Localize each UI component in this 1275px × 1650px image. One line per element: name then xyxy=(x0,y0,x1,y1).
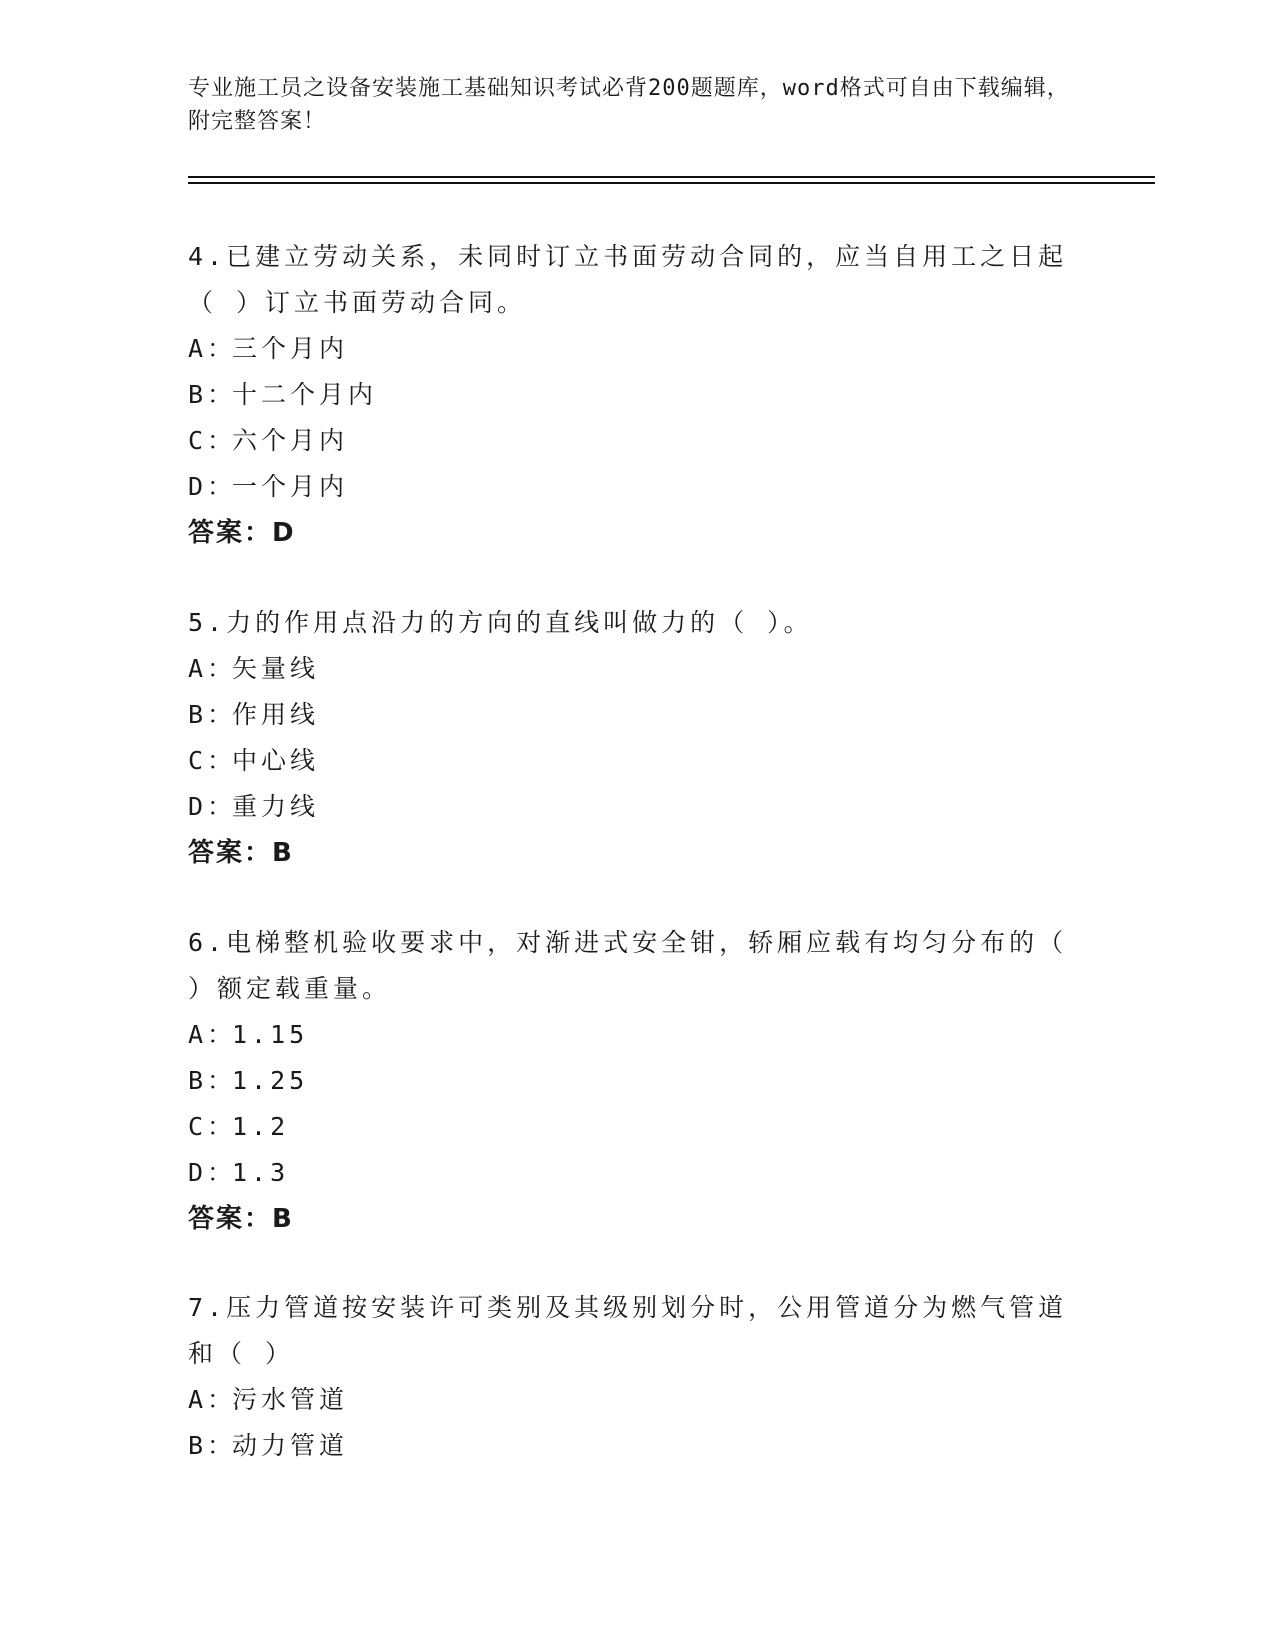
option-text: 1.15 xyxy=(232,1020,309,1049)
question-6 xyxy=(188,920,1088,1242)
answer-label: 答案：B xyxy=(188,838,294,868)
option-a xyxy=(188,1377,1088,1423)
question-text: 7.压力管道按安装许可类别及其级别划分时，公用管道分为燃气管道和（ ） xyxy=(188,1293,1068,1368)
question-5 xyxy=(188,600,1088,876)
option-text: 动力管道 xyxy=(232,1431,349,1460)
header-divider-top xyxy=(188,176,1155,178)
option-b xyxy=(188,372,1088,418)
option-letter: A： xyxy=(188,1020,237,1049)
option-d xyxy=(188,1150,1088,1196)
question-7 xyxy=(188,1285,1088,1469)
option-c xyxy=(188,418,1088,464)
option-a xyxy=(188,326,1088,372)
option-d xyxy=(188,784,1088,830)
header-divider-bottom xyxy=(188,182,1155,184)
option-d xyxy=(188,464,1088,510)
option-b xyxy=(188,1058,1088,1104)
option-letter: B： xyxy=(188,1066,237,1095)
option-b xyxy=(188,1423,1088,1469)
option-text: 三个月内 xyxy=(232,334,349,363)
option-letter: D： xyxy=(188,472,237,501)
option-c xyxy=(188,1104,1088,1150)
option-text: 1.3 xyxy=(232,1158,290,1187)
option-letter: C： xyxy=(188,426,237,455)
document-header: 专业施工员之设备安装施工基础知识考试必背200题题库，word格式可自由下载编辑，附完整答案！ xyxy=(188,76,1070,134)
option-text: 1.2 xyxy=(232,1112,290,1141)
option-letter: A： xyxy=(188,1385,237,1414)
option-text: 六个月内 xyxy=(232,426,349,455)
question-4 xyxy=(188,234,1088,556)
option-text: 作用线 xyxy=(232,700,320,729)
answer-label: 答案：D xyxy=(188,518,296,548)
option-b xyxy=(188,692,1088,738)
question-text: 6.电梯整机验收要求中，对渐进式安全钳，轿厢应载有均匀分布的（ ）额定载重量。 xyxy=(188,928,1068,1003)
option-text: 污水管道 xyxy=(232,1385,349,1414)
question-text: 4.已建立劳动关系，未同时订立书面劳动合同的，应当自用工之日起（ ）订立书面劳动合同。 xyxy=(188,242,1068,317)
option-c xyxy=(188,738,1088,784)
option-text: 矢量线 xyxy=(232,654,320,683)
option-letter: B： xyxy=(188,700,237,729)
option-letter: A： xyxy=(188,334,237,363)
option-letter: D： xyxy=(188,792,237,821)
option-letter: C： xyxy=(188,746,237,775)
option-text: 一个月内 xyxy=(232,472,349,501)
option-text: 中心线 xyxy=(232,746,320,775)
option-a xyxy=(188,646,1088,692)
option-text: 十二个月内 xyxy=(232,380,378,409)
option-letter: A： xyxy=(188,654,237,683)
option-a xyxy=(188,1012,1088,1058)
option-letter: D： xyxy=(188,1158,237,1187)
answer-label: 答案：B xyxy=(188,1204,294,1234)
option-letter: C： xyxy=(188,1112,237,1141)
option-letter: B： xyxy=(188,380,237,409)
option-text: 1.25 xyxy=(232,1066,309,1095)
option-letter: B： xyxy=(188,1431,237,1460)
option-text: 重力线 xyxy=(232,792,320,821)
question-text: 5.力的作用点沿力的方向的直线叫做力的（ ）。 xyxy=(188,608,813,637)
